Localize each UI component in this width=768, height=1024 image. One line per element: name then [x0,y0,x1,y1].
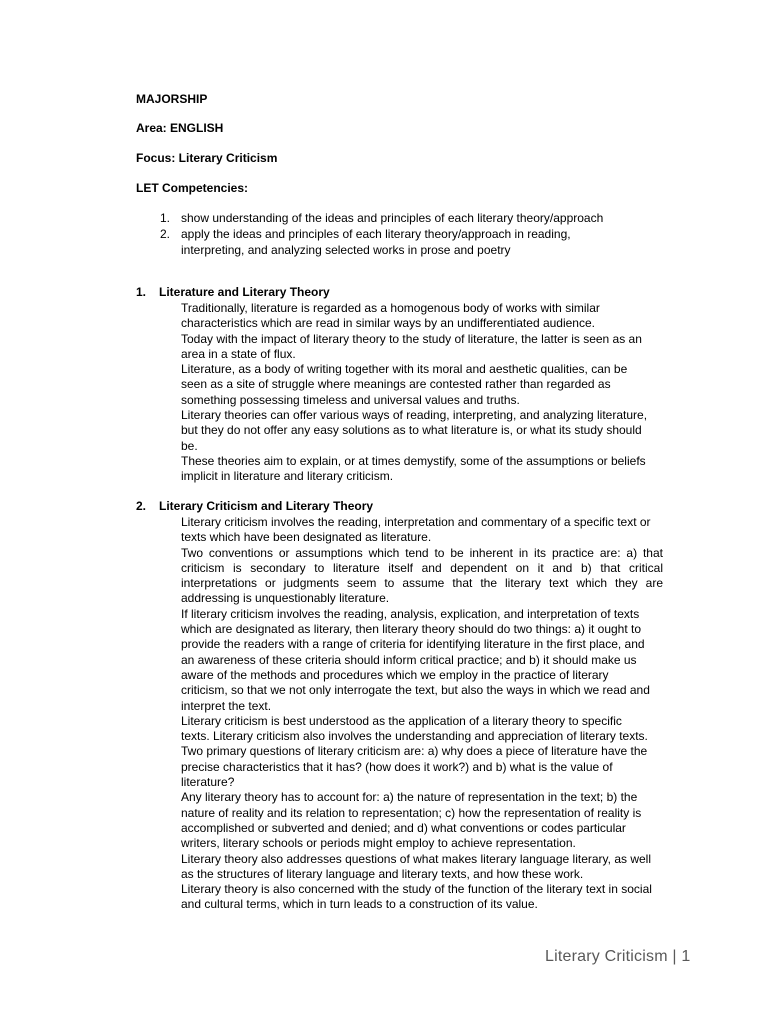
competency-item: apply the ideas and principles of each literary theory/approach in reading, [181,227,571,241]
body-line: texts. Literary criticism also involves the understanding and appreciation of literary texts. [181,729,648,744]
page-footer: Literary Criticism | 1 [545,948,691,965]
body-line: characteristics which are read in similar ways by an undifferentiated audience. [181,316,595,331]
body-line: criticism, so that we not only interrogate the text, but also the ways in which we read and [181,683,650,698]
competency-item: show understanding of the ideas and principles of each literary theory/approach [181,211,604,225]
body-line: These theories aim to explain, or at times demystify, some of the assumptions or beliefs [181,453,646,468]
competency-item-continued: interpreting, and analyzing selected works in prose and poetry [181,243,511,257]
body-line: Literature, as a body of writing together with its moral and aesthetic qualities, can be [181,362,628,377]
body-line: interpret the text. [181,698,272,713]
body-line: seen as a site of struggle where meanings are contested rather than regarded as [181,377,611,392]
body-line: If literary criticism involves the reading, analysis, explication, and interpretation of texts [181,606,640,621]
body-line: nature of reality and its relation to representation; c) how the representation of reality is [181,805,642,820]
body-line: literature? [181,775,235,790]
body-line: which are designated as literary, then literary theory should do two things: a) it ought to [181,622,642,637]
body-line: writers, literary schools or periods might employ to achieve representation. [181,836,576,851]
body-line: provide the readers with a range of criteria for identifying literature in the first place, and [181,637,645,652]
area-line: Area: ENGLISH [136,121,224,135]
body-line: but they do not offer any easy solutions as to what literature is, or what its study should [181,423,642,438]
section-body [181,515,663,913]
focus-line: Focus: Literary Criticism [136,151,278,165]
section-title: Literature and Literary Theory [159,285,330,299]
body-line: Two conventions or assumptions which tend to be inherent in its practice are: a) that [181,545,663,560]
body-line: criticism is secondary to literature itself and dependent on it and b) that critical [181,560,663,575]
body-line: something possessing timeless and universal values and truths. [181,392,520,407]
section-number: 2. [136,499,147,513]
majorship-heading: MAJORSHIP [136,92,208,106]
competency-number: 2. [160,227,171,241]
body-line: and cultural terms, which in turn leads to a construction of its value. [181,897,538,912]
competency-number: 1. [160,211,171,225]
body-line: texts which have been designated as literature. [181,530,432,545]
body-line: implicit in literature and literary criticism. [181,469,394,484]
body-line: as the structures of literary language and literary texts, and how these work. [181,866,584,881]
body-line: precise characteristics that it has? (how does it work?) and b) what is the value of [181,759,613,774]
body-line: interpretations or judgments seem to assume that the literary text which they are [181,576,663,591]
body-line: area in a state of flux. [181,346,296,361]
body-line: addressing is unquestionably literature. [181,591,390,606]
body-line: Literary criticism is best understood as the application of a literary theory to specific [181,713,622,728]
body-line: accomplished or subverted and denied; and d) what conventions or codes particular [181,820,626,835]
section-body [181,301,663,485]
body-line: be. [181,438,198,453]
body-line: Two primary questions of literary criticism are: a) why does a piece of literature have the [181,744,648,759]
section-number: 1. [136,285,147,299]
body-line: Traditionally, literature is regarded as a homogenous body of works with similar [181,301,600,315]
body-line: aware of the methods and procedures which we employ in the practice of literary [181,667,609,682]
body-line: Literary criticism involves the reading, interpretation and commentary of a specific text or [181,515,651,529]
body-line: Literary theory also addresses questions of what makes literary language literary, as well [181,851,652,866]
body-line: Any literary theory has to account for: a) the nature of representation in the text; b) the [181,790,638,805]
section-title: Literary Criticism and Literary Theory [159,499,374,513]
body-line: Literary theory is also concerned with the study of the function of the literary text in social [181,882,652,897]
competencies-title: LET Competencies: [136,181,249,195]
body-line: Today with the impact of literary theory to the study of literature, the latter is seen as an [181,331,642,346]
body-line: an awareness of these criteria should inform critical practice; and b) it should make us [181,652,637,667]
body-line: Literary theories can offer various ways of reading, interpreting, and analyzing literature, [181,408,648,423]
